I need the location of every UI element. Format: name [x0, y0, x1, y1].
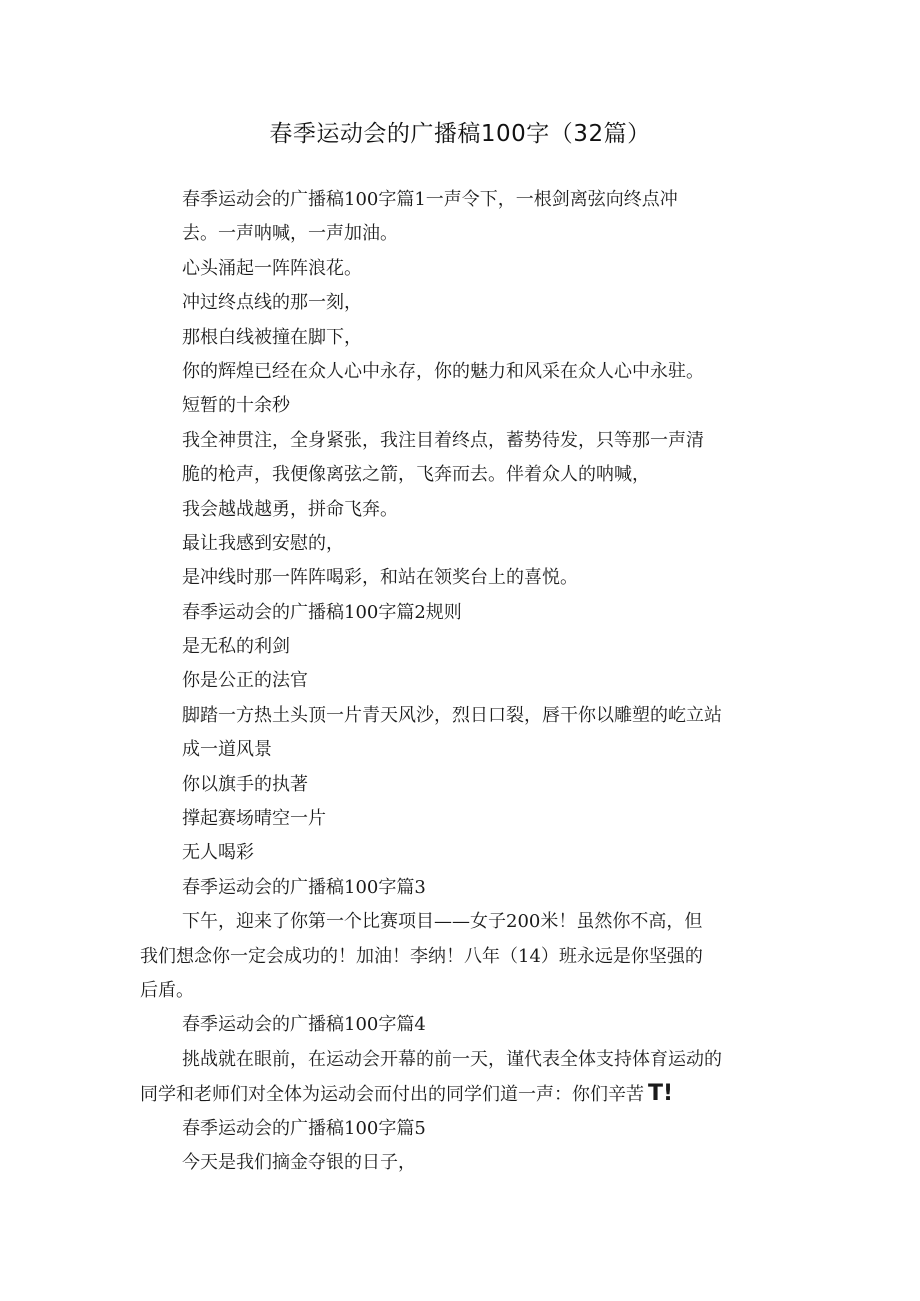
- text-line-content: 春季运动会的广播稿100字篇1一声令下，一根剑离弦向终点冲: [182, 189, 678, 210]
- text-line: [140, 630, 790, 664]
- text-line: [140, 252, 790, 286]
- text-line: [140, 905, 790, 939]
- text-line-content: 无人喝彩: [182, 842, 254, 864]
- text-line-content: 春季运动会的广播稿100字篇4: [182, 1014, 426, 1036]
- text-line: [140, 217, 790, 251]
- text-line: [140, 768, 790, 802]
- text-line-content: 是无私的利剑: [182, 636, 290, 658]
- text-line: [140, 286, 790, 320]
- text-line: [140, 527, 790, 561]
- text-line: [140, 1043, 790, 1077]
- text-line: [140, 1112, 790, 1146]
- text-line: [140, 389, 790, 423]
- text-line-content: 短暂的十余秒: [182, 395, 290, 417]
- text-line-content: 撑起赛场晴空一片: [182, 808, 326, 830]
- text-line-content: 那根白线被撞在脚下，: [182, 326, 362, 348]
- text-line-suffix: T!: [648, 1081, 674, 1107]
- text-line-content: 挑战就在眼前，在运动会开幕的前一天，谨代表全体支持体育运动的: [182, 1048, 722, 1070]
- text-line-content: 春季运动会的广播稿100字篇3: [182, 876, 426, 898]
- text-line-content: 心头涌起一阵阵浪花。: [182, 257, 362, 279]
- text-line: [140, 1008, 790, 1042]
- text-line: [140, 458, 790, 492]
- text-line-content: 冲过终点线的那一刻，: [182, 292, 362, 314]
- text-line-content: 成一道风景: [182, 739, 272, 761]
- text-line: [140, 596, 790, 630]
- text-line: [140, 493, 790, 527]
- text-line-content: 下午，迎来了你第一个比赛项目——女子200米！虽然你不高，但: [182, 911, 703, 933]
- text-line-content: 去。一声呐喊，一声加油。: [182, 223, 398, 245]
- text-line: [140, 561, 790, 595]
- text-line: [140, 1077, 790, 1111]
- text-line-content: 你的辉煌已经在众人心中永存，你的魅力和风采在众人心中永驻。: [182, 360, 704, 382]
- text-line: [140, 1146, 790, 1180]
- text-line: [140, 424, 790, 458]
- text-line-content: 我全神贯注，全身紧张，我注目着终点，蓄势待发，只等那一声清: [182, 429, 704, 451]
- document-title: 春季运动会的广播稿100字（32篇）: [269, 121, 651, 147]
- text-line: [140, 802, 790, 836]
- text-line: [140, 355, 790, 389]
- text-line-content: 你是公正的法官: [182, 670, 308, 692]
- text-line-content: 同学和老师们对全体为运动会而付出的同学们道一声：你们辛苦: [140, 1084, 644, 1106]
- text-line-content: 后盾。: [140, 979, 194, 1001]
- text-line: [140, 871, 790, 905]
- text-line-content: 春季运动会的广播稿100字篇5: [182, 1117, 426, 1139]
- text-line: [140, 940, 790, 974]
- text-line-content: 是冲线时那一阵阵喝彩，和站在领奖台上的喜悦。: [182, 567, 578, 589]
- text-line: [140, 836, 790, 870]
- text-line-content: 脆的枪声，我便像离弦之箭，飞奔而去。伴着众人的呐喊，: [182, 464, 650, 486]
- text-line: [140, 664, 790, 698]
- text-line-content: 我们想念你一定会成功的！加油！李纳！八年（14）班永远是你坚强的: [140, 945, 703, 967]
- text-line-content: 我会越战越勇，拼命飞奔。: [182, 498, 398, 520]
- text-line: [140, 974, 790, 1008]
- text-line: [140, 183, 790, 217]
- document-body: [140, 183, 790, 1180]
- text-line-content: 最让我感到安慰的，: [182, 532, 344, 554]
- text-line: [140, 321, 790, 355]
- text-line-content: 今天是我们摘金夺银的日子，: [182, 1151, 416, 1173]
- text-line: [140, 733, 790, 767]
- text-line-content: 你以旗手的执著: [182, 773, 308, 795]
- text-line: [140, 699, 790, 733]
- text-line-content: 春季运动会的广播稿100字篇2规则: [182, 601, 462, 623]
- text-line-content: 脚踏一方热土头顶一片青天风沙，烈日口裂，唇干你以雕塑的屹立站: [182, 704, 722, 726]
